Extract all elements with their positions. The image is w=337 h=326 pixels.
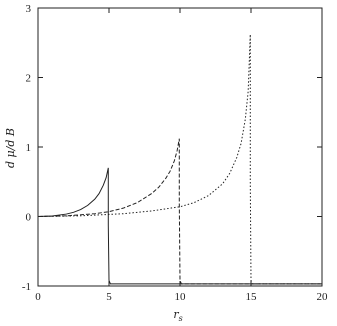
y-tick-label: 2 [25,72,31,85]
x-axis-label-main: r [173,308,179,321]
x-axis-label [173,308,182,323]
axis-ticks [22,3,328,303]
x-axis-label-sub: s [178,314,183,323]
x-tick-label: 20 [316,291,328,303]
x-tick-label: 5 [106,291,112,303]
y-tick-label: 0 [25,211,31,224]
series-line-dashed [38,139,322,284]
x-tick-label: 0 [35,291,41,303]
x-tick-label: 15 [245,291,257,303]
x-tick-label: 10 [174,291,186,303]
y-axis-label: d μ/d B [4,127,17,169]
series-group [38,34,322,284]
plot-frame [38,8,322,286]
y-tick-label: -1 [21,281,31,293]
y-tick-label: 1 [25,142,31,154]
y-tick-label: 3 [25,3,31,15]
